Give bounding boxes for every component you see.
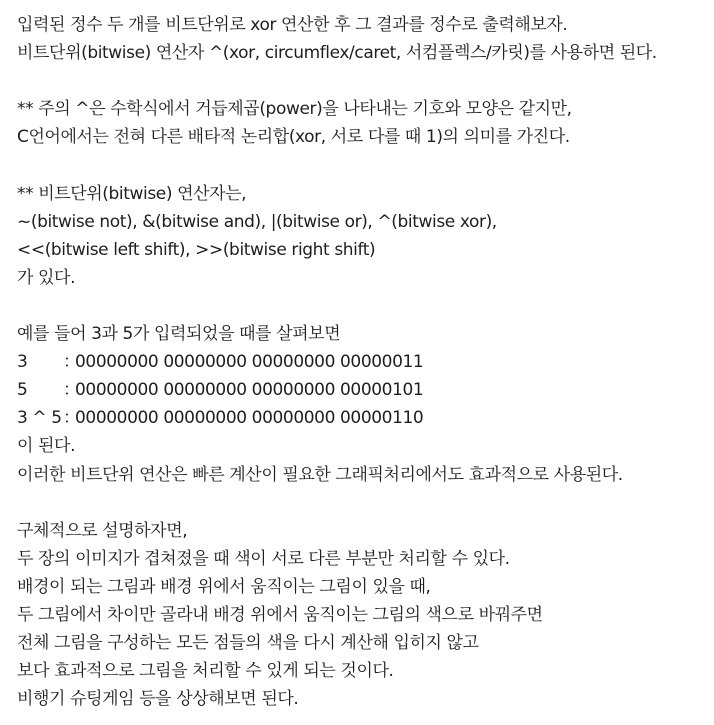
text-line: 배경이 되는 그림과 배경 위에서 움직이는 그림이 있을 때, <box>17 576 431 597</box>
text-line: ~(bitwise not), &(bitwise and), |(bitwise or), ^(bitwise xor), <box>17 211 497 232</box>
example-row-5 <box>17 376 711 404</box>
example-label: 3 <box>17 352 28 373</box>
problem-description <box>17 11 711 713</box>
text-line: 두 장의 이미지가 겹쳐졌을 때 색이 서로 다른 부분만 처리할 수 있다. <box>17 548 510 569</box>
text-line: 가 있다. <box>17 267 76 288</box>
spacer <box>17 67 711 95</box>
text-line: C언어에서는 전혀 다른 배타적 논리합(xor, 서로 다를 때 1)의 의미를 가진다. <box>17 127 570 148</box>
text-line: 이러한 비트단위 연산은 빠른 계산이 필요한 그래픽처리에서도 효과적으로 사용된다. <box>17 464 623 485</box>
spacer <box>17 292 711 320</box>
example-colon: ： <box>63 352 80 373</box>
text-line: 보다 효과적으로 그림을 처리할 수 있게 되는 것이다. <box>17 661 394 682</box>
text-line: ** 비트단위(bitwise) 연산자는, <box>17 183 247 204</box>
example-bits: 00000000 00000000 00000000 00000011 <box>75 352 424 373</box>
intro-paragraph <box>17 11 711 67</box>
text-line: <<(bitwise left shift), >>(bitwise right shift) <box>17 239 376 260</box>
operators-note-paragraph <box>17 180 711 292</box>
example-colon: ： <box>63 408 80 429</box>
example-colon: ： <box>63 380 80 401</box>
example-row-xor <box>17 404 711 432</box>
example-bits: 00000000 00000000 00000000 00000101 <box>75 380 424 401</box>
example-bits: 00000000 00000000 00000000 00000110 <box>75 408 424 429</box>
example-label: 5 <box>17 380 28 401</box>
text-line: 구체적으로 설명하자면, <box>17 520 188 541</box>
text-line: 전체 그림을 구성하는 모든 점들의 색을 다시 계산해 입히지 않고 <box>17 633 479 654</box>
detail-paragraph <box>17 517 711 714</box>
example-paragraph <box>17 320 711 489</box>
text-line: 입력된 정수 두 개를 비트단위로 xor 연산한 후 그 결과를 정수로 출력해보자. <box>17 15 568 35</box>
spacer <box>17 489 711 517</box>
example-label: 3 ^ 5 <box>17 408 62 429</box>
text-line: 비행기 슈팅게임 등을 상상해보면 된다. <box>17 689 299 710</box>
example-row-3 <box>17 348 711 376</box>
spacer <box>17 151 711 179</box>
caret-note-paragraph <box>17 95 711 151</box>
text-line: 이 된다. <box>17 436 76 457</box>
text-line: ** 주의 ^은 수학식에서 거듭제곱(power)을 나타내는 기호와 모양은 같지만, <box>17 99 572 120</box>
text-line: 비트단위(bitwise) 연산자 ^(xor, circumflex/caret, 서컴플렉스/카릿)를 사용하면 된다. <box>17 43 657 64</box>
text-line: 예를 들어 3과 5가 입력되었을 때를 살펴보면 <box>17 324 341 345</box>
text-line: 두 그림에서 차이만 골라내 배경 위에서 움직이는 그림의 색으로 바꿔주면 <box>17 604 543 625</box>
